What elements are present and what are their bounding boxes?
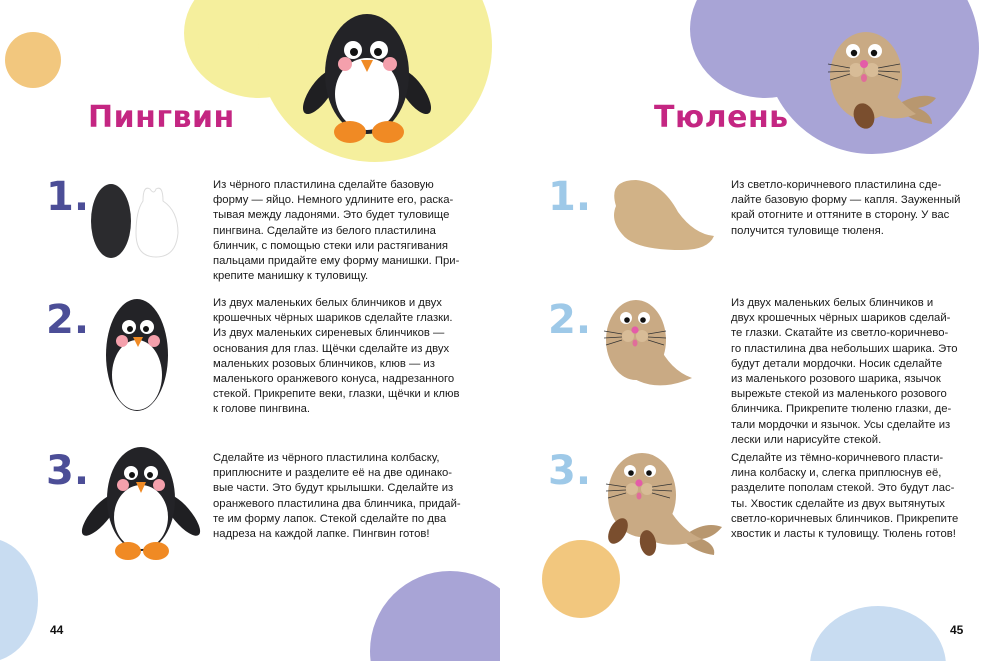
seal-step1-illustration xyxy=(604,176,716,252)
orange-decor-circle xyxy=(5,32,61,88)
penguin-step1-illustration xyxy=(88,181,184,259)
step-number: 3. xyxy=(548,448,592,494)
step-text: Из двух маленьких белых блинчиков и двух крошечных чёрных шариков сделайте глазки. Из двух маленьких сиреневых блинчиков — основания для глаз. Щёчки сделайте из двух маленьких розовых блинчиков, клюв — из маленького оранжевого конуса, надрезанного стекой. Прикрепите веки, глазки, щёчки и клюв к голове пингвина. xyxy=(213,297,460,416)
page-title: Пингвин xyxy=(88,100,235,135)
blue-decor-circle xyxy=(0,538,38,661)
seal-step2-illustration xyxy=(600,294,696,396)
step-text: Сделайте из чёрного пластилина колбаску, приплюсните и разделите её на две одинако- вые части. Это будут крылышки. Сделайте из оранжевого пластилина два блинчика, придай- те им форму лапок. Стекой сделайте по два надреза на каждой лапке. Пингвин готов! xyxy=(213,452,461,541)
seal-step3-illustration xyxy=(598,447,728,559)
penguin-hero-illustration xyxy=(308,8,426,146)
step-text: Сделайте из тёмно-коричневого пласти- лина колбаску и, слегка приплюснув её, разделите пополам стекой. Это будут лас- ты. Хвостик сделайте из двух вытянутых светло-коричневых блинчиков. Прикрепите хвостик и ласты к туловищу. Тюлень готов! xyxy=(731,452,959,541)
purple-decor-circle xyxy=(370,571,500,661)
step-text: Из светло-коричневого пластилина сде- лайте базовую форму — капля. Зауженный край отогните и оттяните в сторону. У вас получится туловище тюленя. xyxy=(731,179,961,237)
step-text: Из двух маленьких белых блинчиков и двух крошечных чёрных шариков сделай- те глазки. Скатайте из светло-коричнево- го пластилина два небольших шарика. Это будут детали мордочки. Носик сделайте из маленького розового шарика, язычок вырежьте стекой из маленького розового блинчика. Прикрепите тюленю глазки, де- тали мордочки и язычок. Усы сделайте из лески или нарисуйте стекой. xyxy=(731,297,958,446)
right-page xyxy=(500,0,1000,661)
step-number: 2. xyxy=(548,297,592,343)
step-number: 1. xyxy=(46,174,90,220)
step-number: 3. xyxy=(46,448,90,494)
page-number: 45 xyxy=(950,623,964,637)
seal-hero-illustration xyxy=(818,18,944,136)
blue-decor-circle xyxy=(810,606,946,661)
page-title: Тюлень xyxy=(654,100,789,135)
penguin-step2-illustration xyxy=(104,297,170,413)
page-number: 44 xyxy=(50,623,64,637)
step-number: 2. xyxy=(46,297,90,343)
step-text: Из чёрного пластилина сделайте базовую форму — яйцо. Немного удлините его, раска- тывая между ладонями. Это будет туловище пингвина. Сделайте из белого пластилина блинчик, с помощью стеки или растягивания пальцами придайте ему форму манишки. При- крепите манишку к туловищу. xyxy=(213,179,460,283)
step-number: 1. xyxy=(548,174,592,220)
penguin-step3-illustration xyxy=(86,443,196,563)
